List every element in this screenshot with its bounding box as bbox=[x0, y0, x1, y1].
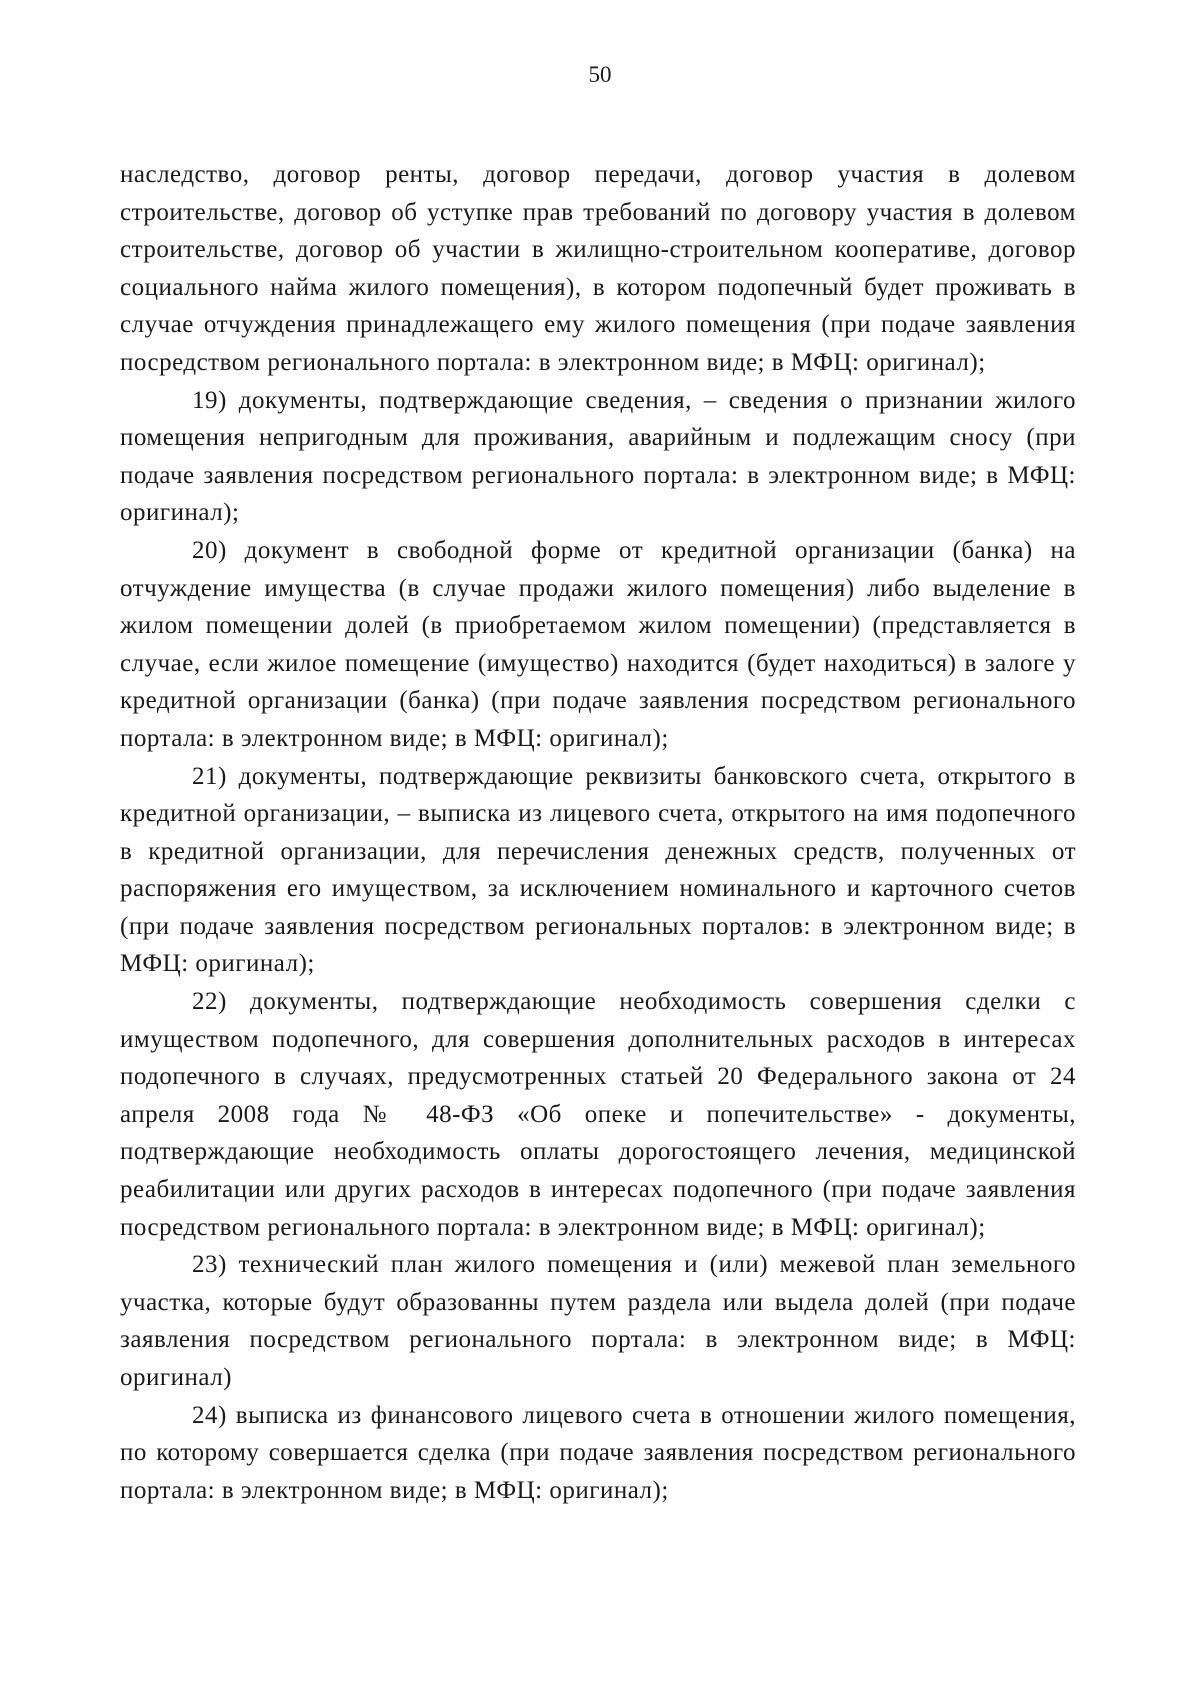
list-item-24: 24) выписка из финансового лицевого счета в отношении жилого помещения, по которому совершается сделка (при подаче заявления посредством регионального портала: в электронном виде; в МФЦ: оригинал); bbox=[120, 1401, 1076, 1504]
list-item-21: 21) документы, подтверждающие реквизиты банковского счета, открытого в кредитной организации, – выписка из лицевого счета, открытого на имя подопечного в кредитной организации, для перечисления денежных средств, полученных от распоряжения его имуществом, за исключением номинального и карточного счетов (при подаче заявления посредством региональных порталов: в электронном виде; в МФЦ: оригинал); bbox=[120, 762, 1076, 978]
list-item-19: 19) документы, подтверждающие сведения, – сведения о признании жилого помещения непригодным для проживания, аварийным и подлежащим сносу (при подаче заявления посредством регионального портала: в электронном виде; в МФЦ: оригинал); bbox=[120, 386, 1076, 527]
list-item-22: 22) документы, подтверждающие необходимость совершения сделки с имуществом подопечного, для совершения дополнительных расходов в интересах подопечного в случаях, предусмотренных статьей 20 Федерального закона от 24 апреля 2008 года № 48-ФЗ «Об опеке и попечительстве» - документы, подтверждающие необходимость оплаты дорогостоящего лечения, медицинской реабилитации или других расходов в интересах подопечного (при подаче заявления посредством регионального портала: в электронном виде; в МФЦ: оригинал); bbox=[120, 988, 1076, 1241]
list-item-20: 20) документ в свободной форме от кредитной организации (банка) на отчуждение имущества (в случае продажи жилого помещения) либо выделение в жилом помещении долей (в приобретаемом жилом помещении) (представляется в случае, если жилое помещение (имущество) находится (будет находиться) в залоге у кредитной организации (банка) (при подаче заявления посредством регионального портала: в электронном виде; в МФЦ: оригинал); bbox=[120, 536, 1076, 752]
list-item-23: 23) технический план жилого помещения и (или) межевой план земельного участка, которые будут образованны путем раздела или выдела долей (при подаче заявления посредством регионального портала: в электронном виде; в МФЦ: оригинал) bbox=[120, 1251, 1076, 1391]
page-number: 50 bbox=[588, 62, 612, 87]
paragraph-continuation: наследство, договор ренты, договор передачи, договор участия в долевом строительстве, договор об уступке прав требований по договору участия в долевом строительстве, договор об участии в жилищно-строительном кооперативе, договор социального найма жилого помещения), в котором подопечный будет проживать в случае отчуждения принадлежащего ему жилого помещения (при подаче заявления посредством регионального портала: в электронном виде; в МФЦ: оригинал); bbox=[120, 161, 1076, 376]
document-body bbox=[120, 156, 1076, 1509]
